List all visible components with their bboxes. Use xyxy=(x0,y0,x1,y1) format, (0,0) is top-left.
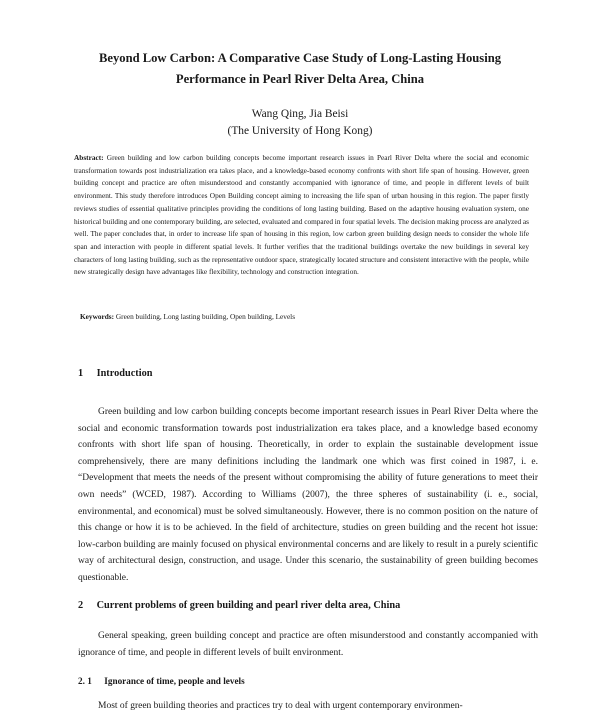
author-names: Wang Qing, Jia Beisi xyxy=(251,108,349,120)
section-1-heading xyxy=(78,367,548,381)
author-affiliation: (The University of Hong Kong) xyxy=(227,125,373,137)
section-2-title: Current problems of green building and pearl river delta area, China xyxy=(96,600,401,611)
author-block xyxy=(0,106,600,140)
paper-title xyxy=(40,48,560,90)
section-2-1-title: Ignorance of time, people and levels xyxy=(104,676,245,686)
title-line-1: Beyond Low Carbon: A Comparative Case Study of Long-Lasting Housing xyxy=(98,51,501,65)
section-2-1-paragraph: Most of green building theories and practices try to deal with urgent contemporary environmen- xyxy=(98,701,463,711)
section-1-number: 1 xyxy=(78,368,84,379)
abstract xyxy=(74,152,529,279)
section-2-number: 2 xyxy=(78,600,84,611)
keywords xyxy=(80,311,530,323)
keywords-label: Keywords: xyxy=(80,312,115,321)
abstract-label: Abstract: xyxy=(74,153,104,162)
section-1-title: Introduction xyxy=(96,368,153,379)
section-2-1-number: 2. 1 xyxy=(78,676,92,686)
section-2-paragraph: General speaking, green building concept and practice are often misunderstood and constantly accompanied with ignorance of time, and people in different levels of built environment. xyxy=(78,631,538,658)
section-2-heading xyxy=(78,599,548,613)
section-1-paragraph: Green building and low carbon building concepts become important research issues in Pearl River Delta where the social and economic transformation towards post industrialization era takes place, and a knowledge based economy confronts with short life span of housing. Theoretically, in order to explain the sustainable development issue comprehensively, there are many definitions including the landmark one which was first coined in 1987, i. e. “Development that meets the needs of the present without compromising the ability of future generations to meet their own needs” (WCED, 1987). According to Williams (2007), the three spheres of sustainability (i. e., social, environmental, and economical) must be solved simultaneously. However, there is no common position on the nature of this change or how it is to be achieved. In the field of architecture, studies on green building and the recent hot issue: low-carbon building are mainly focused on physical environmental concerns and are likely to result in a purely scientific way of architectural design, construction, and usage. Under this scenario, the sustainability of green building becomes questionable. xyxy=(78,407,538,583)
keywords-text: Green building, Long lasting building, Open building, Levels xyxy=(115,312,296,321)
title-line-2: Performance in Pearl River Delta Area, China xyxy=(175,72,425,86)
abstract-text: Green building and low carbon building concepts become important research issues in Pearl River Delta where the social and economic transformation towards post industrialization era takes place, and a knowledge-based economy confronts with short life span of housing. However, green building concept and practice are often misunderstood and constantly accompanied with ignorance of time, and people in different levels of built environment. This study therefore introduces Open Building concept aiming to increasing the life span of urban housing in this region. The paper firstly reviews studies of essential qualitative principles providing the conditions of long lasting building. Based on the adaptive housing evaluation system, one historical building and one contemporary building, are selected, evaluated and compared in four spatial levels. The decision making process are analyzed as well. The paper concludes that, in order to increase life span of housing in this region, low carbon green building design needs to consider the whole life span and interaction with people in different spatial levels. It further verifies that the traditional buildings overtake the new buildings in several key characters of long lasting building, such as the representative outdoor space, strategically located structure and consistent interactive with the people, while new strategically design have advantages like flexibility, technology and construction integration. xyxy=(74,153,529,277)
section-2-1-heading xyxy=(78,675,548,688)
